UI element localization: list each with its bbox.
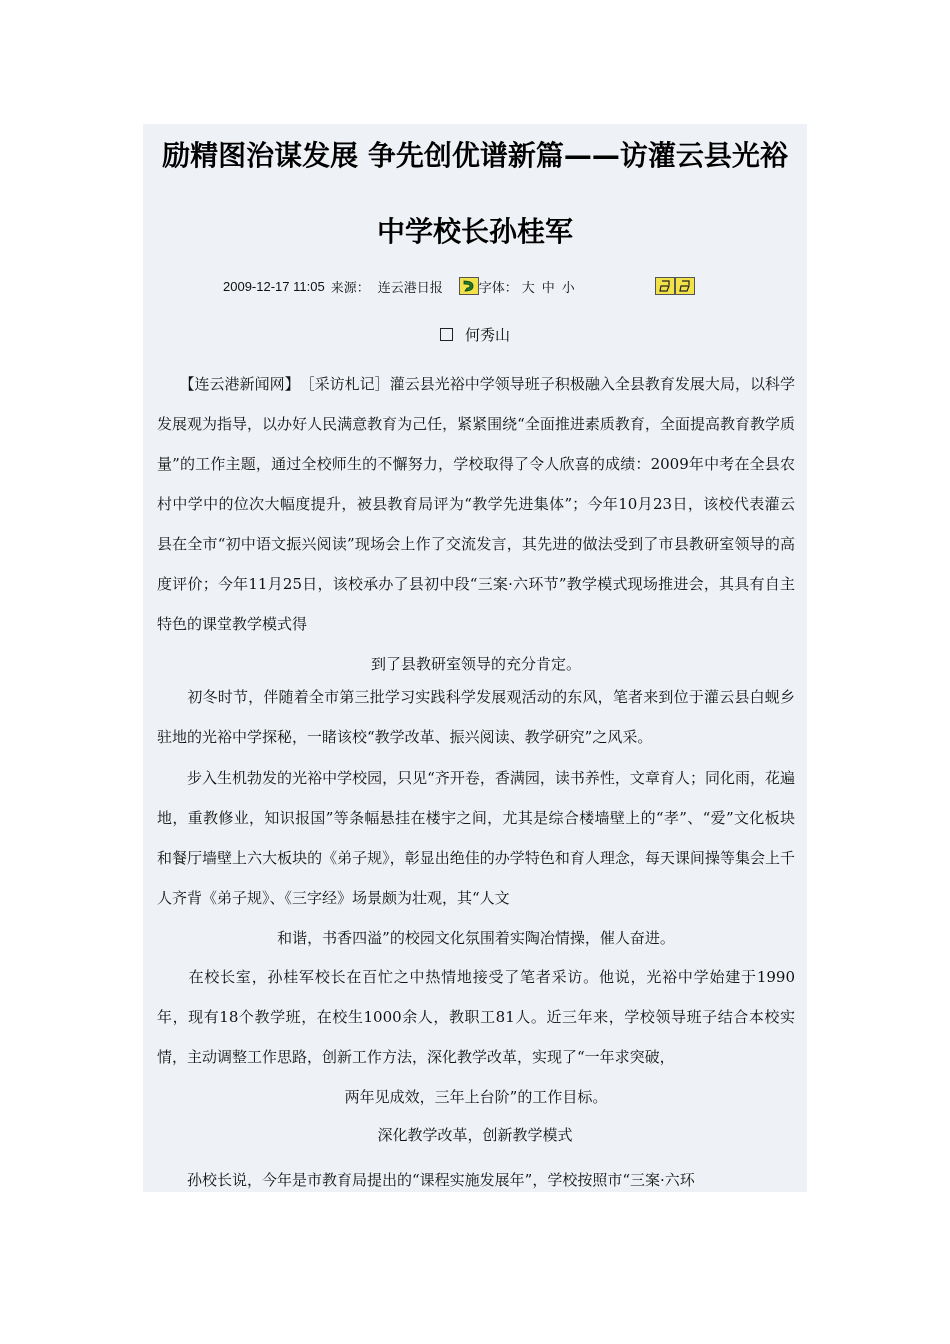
publish-datetime: 2009-12-17 11:05 <box>223 278 325 294</box>
source-name: 连云港日报 <box>377 280 443 296</box>
paragraph-3 <box>157 758 795 958</box>
checkbox-square-icon <box>440 328 453 341</box>
article-meta <box>223 275 695 297</box>
article-panel <box>143 124 807 1192</box>
font-size-large[interactable]: 大 <box>521 280 535 296</box>
font-size-small[interactable]: 小 <box>561 280 575 296</box>
paragraph-2 <box>157 677 795 757</box>
paragraph-1-text: 【连云港新闻网】 ［采访札记］灌云县光裕中学领导班子积极融入全县教育发展大局，以科学发展观为指导，以办好人民满意教育为己任，紧紧围绕“全面推进素质教育，全面提高教育教学质量”的工作主题，通过全校师生的不懈努力，学校取得了令人欣喜的成绩：2009年中考在全县农村中学中的位次大幅度提升，被县教育局评为“教学先进集体”；今年10月23日，该校代表灌云县在全市“初中语文振兴阅读”现场会上作了交流发言，其先进的做法受到了市县教研室领导的高度评价；今年11月25日，该校承办了县初中段“三案·六环节”教学模式现场推进会，其具有自主特色的课堂教学模式得 <box>157 375 795 633</box>
font-size-label: 字体： <box>478 280 518 296</box>
close-window-icon[interactable] <box>675 277 695 295</box>
print-icon[interactable] <box>655 277 675 295</box>
paragraph-2-text: 初冬时节，伴随着全市第三批学习实践科学发展观活动的东风，笔者来到位于灌云县白蚬乡驻地的光裕中学探秘，一睹该校“教学改革、振兴阅读、教学研究”之风采。 <box>157 688 795 746</box>
paragraph-4-last-line: 两年见成效，三年上台阶”的工作目标。 <box>344 1088 608 1106</box>
paragraph-1-last-line: 到了县教研室领导的充分肯定。 <box>370 655 581 673</box>
paragraph-5 <box>157 1160 795 1192</box>
paragraph-1 <box>157 364 795 684</box>
paragraph-4 <box>157 957 795 1117</box>
article-title-line-2: 中学校长孙桂军 <box>376 215 573 248</box>
article-title-line-1: 励精图治谋发展 争先创优谱新篇——访灌云县光裕 <box>162 139 788 172</box>
source-label: 来源： <box>330 280 370 296</box>
author-name: 何秀山 <box>464 326 510 344</box>
paragraph-3-text: 步入生机勃发的光裕中学校园，只见“齐开卷，香满园，读书养性，文章育人；同化雨，花遍地，重教修业，知识报国”等条幅悬挂在楼宇之间，尤其是综合楼墙壁上的“孝”、“爱”文化板块和餐厅墙壁上六大板块的《弟子规》，彰显出绝佳的办学特色和育人理念，每天课间操等集会上千人齐背《弟子规》、《三字经》场景颇为壮观，其“人文 <box>157 769 795 907</box>
author-line <box>143 324 807 345</box>
paragraph-3-last-line: 和谐，书香四溢”的校园文化氛围着实陶冶情操，催人奋进。 <box>277 929 675 947</box>
section-subheading: 深化教学改革，创新教学模式 <box>377 1126 573 1144</box>
paragraph-5-text: 孙校长说，今年是市教育局提出的“课程实施发展年”，学校按照市“三案·六环 <box>157 1171 695 1189</box>
speaker-icon[interactable] <box>459 277 479 295</box>
paragraph-4-text: 在校长室，孙桂军校长在百忙之中热情地接受了笔者采访。他说，光裕中学始建于1990年，现有18个教学班，在校生1000余人，教职工81人。近三年来，学校领导班子结合本校实情，主动调整工作思路，创新工作方法，深化教学改革，实现了“一年求突破， <box>157 968 795 1066</box>
font-size-medium[interactable]: 中 <box>541 280 555 296</box>
